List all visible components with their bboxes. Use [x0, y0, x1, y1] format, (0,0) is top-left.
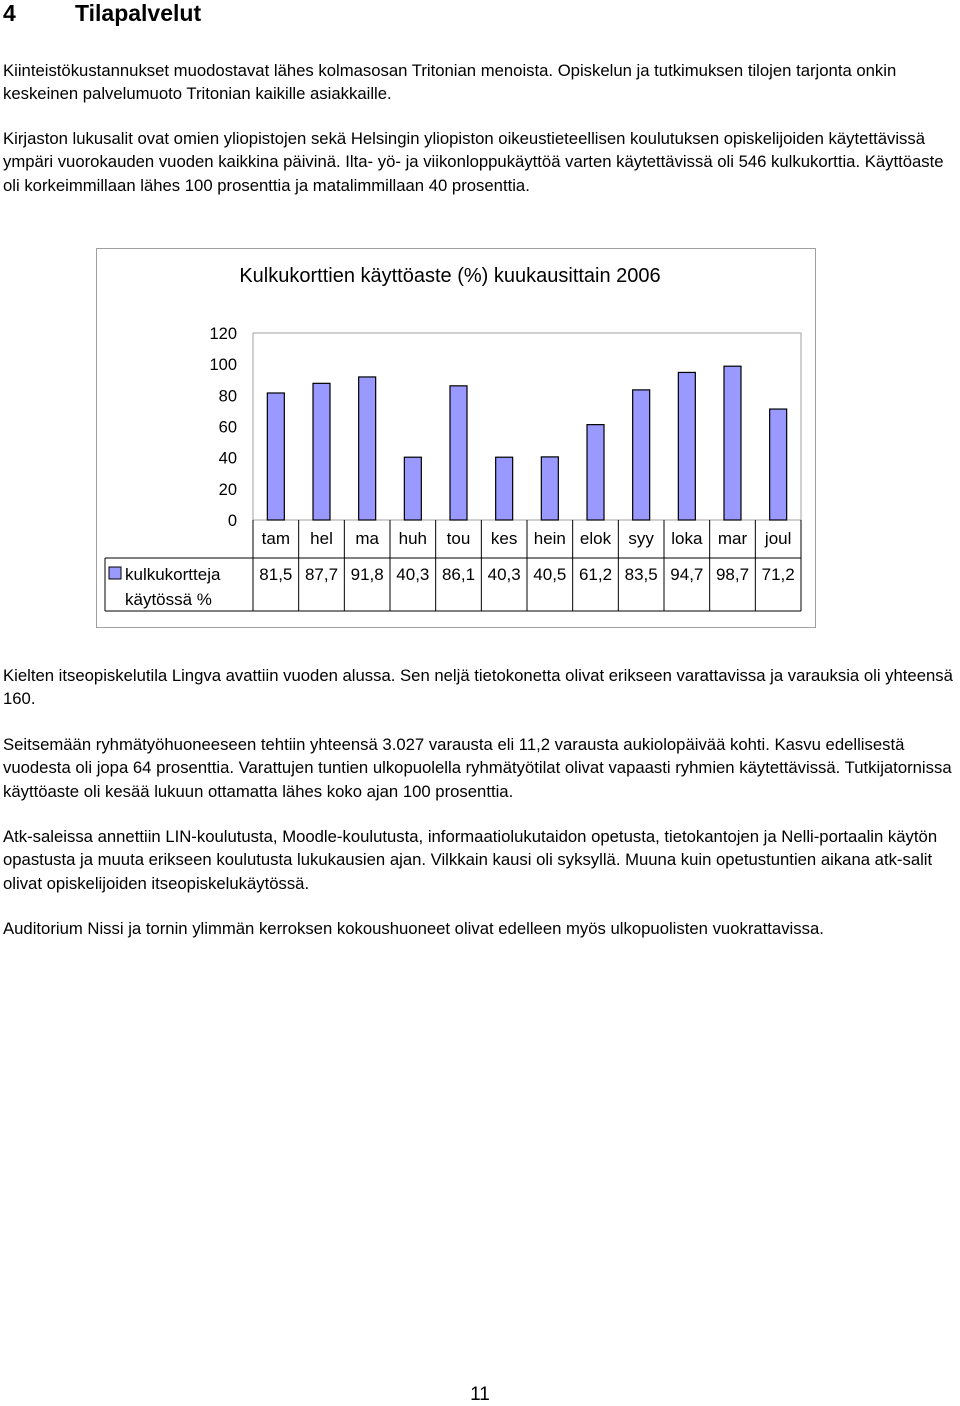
data-table-value: 61,2: [578, 565, 613, 584]
section-title: Tilapalvelut: [75, 0, 202, 26]
y-tick-label: 120: [209, 325, 237, 343]
data-table-value: 71,2: [761, 565, 795, 584]
category-label: tou: [446, 529, 471, 548]
data-table-value: 86,1: [441, 565, 476, 584]
paragraph-intro: Kiinteistökustannukset muodostavat lähes kolmasosan Tritonian menoista. Opiskelun ja tutkimuksen tilojen tarjonta onkin keskeinen palvelumuoto Tritonian kaikille asiakkaille.: [3, 61, 897, 104]
legend-label-line-2: käytössä %: [125, 590, 212, 609]
chart-frame: [96, 248, 816, 628]
data-table-value: 81,5: [259, 565, 293, 584]
category-label: kes: [490, 529, 518, 548]
paragraph-reading-rooms: Kirjaston lukusalit ovat omien yliopistojen sekä Helsingin yliopiston oikeustieteellisen koulutuksen opiskelijoiden käytettävissä ympäri vuorokauden vuoden kaikkina päivinä. Ilta- yö- ja viikonloppukäyttöä varten käytettävissä oli 546 kulkukorttia. Käyttöaste oli korkeimmillaan lähes 100 prosenttia ja matalimmillaan 40 prosenttia.: [3, 129, 944, 195]
paragraph-auditorium: Auditorium Nissi ja tornin ylimmän kerroksen kokoushuoneet olivat edelleen myös ulkopuolisten vuokrattavissa.: [3, 919, 824, 938]
data-table-value: 83,5: [624, 565, 658, 584]
data-table-value: 91,8: [350, 565, 384, 584]
paragraph-lingva: Kielten itseopiskelutila Lingva avattiin vuoden alussa. Sen neljä tietokonetta olivat erikseen varattavissa ja varauksia oli yhteensä 160.: [3, 666, 953, 709]
y-tick-label: 60: [218, 418, 237, 437]
y-tick-label: 0: [227, 512, 237, 530]
category-label: hel: [310, 529, 333, 548]
data-table-value: 98,7: [715, 565, 750, 584]
data-table-value: 87,7: [304, 565, 339, 584]
data-table-value: 40,5: [533, 565, 567, 584]
data-table-value: 40,3: [487, 565, 521, 584]
legend-swatch: [109, 567, 121, 579]
category-label: loka: [671, 529, 703, 548]
page-number: 11: [470, 1384, 490, 1405]
category-label: joul: [764, 529, 792, 548]
data-table-value: 40,3: [396, 565, 430, 584]
plot-area: [253, 333, 801, 520]
bar-mar: [724, 366, 741, 520]
paragraph-computer-labs: Atk-saleissa annettiin LIN-koulutusta, Moodle-koulutusta, informaatiolukutaidon opetusta, tietokantojen ja Nelli-portaalin käytön opastusta ja muuta erikseen koulutusta lukukausien ajan. Vilkkain kausi oli syksyllä. Muuna kuin opetustuntien aikana atk-salit olivat opiskelijoiden itseopiskelukäytössä.: [3, 827, 938, 893]
bar-hein: [541, 457, 558, 520]
bar-huh: [404, 457, 421, 520]
y-tick-label: 100: [209, 356, 237, 375]
category-label: tam: [261, 529, 291, 548]
category-label: huh: [398, 529, 428, 548]
category-label: elok: [579, 529, 612, 548]
y-tick-label: 40: [218, 449, 237, 468]
bar-tam: [267, 393, 284, 520]
bar-loka: [678, 372, 695, 520]
y-tick-label: 80: [218, 387, 237, 406]
bar-tou: [450, 386, 467, 520]
category-label: mar: [717, 529, 748, 548]
data-table-value: 94,7: [670, 565, 704, 584]
bar-joul: [770, 409, 787, 520]
bar-chart: [97, 249, 815, 627]
category-label: ma: [355, 529, 379, 548]
category-label: syy: [628, 529, 654, 548]
bar-hel: [313, 383, 330, 520]
legend-label-line-1: kulkukortteja: [125, 565, 221, 584]
bar-elok: [587, 425, 604, 520]
bar-syy: [633, 390, 650, 520]
paragraph-group-rooms: Seitsemään ryhmätyöhuoneeseen tehtiin yhteensä 3.027 varausta eli 11,2 varausta aukiolopäivää kohti. Kasvu edellisestä vuodesta oli jopa 64 prosenttia. Varattujen tuntien ulkopuolella ryhmätyötilat olivat vapaasti ryhmien käytettävissä. Tutkijatornissa käyttöaste oli kesää lukuun ottamatta lähes koko ajan 100 prosenttia.: [3, 735, 952, 801]
bar-kes: [496, 457, 513, 520]
category-label: hein: [533, 529, 566, 548]
y-tick-label: 20: [218, 480, 237, 499]
section-number: 4: [3, 0, 16, 26]
chart-title: Kulkukorttien käyttöaste (%) kuukausittain 2006: [239, 265, 661, 287]
section-heading: [3, 0, 201, 26]
bar-ma: [359, 377, 376, 520]
